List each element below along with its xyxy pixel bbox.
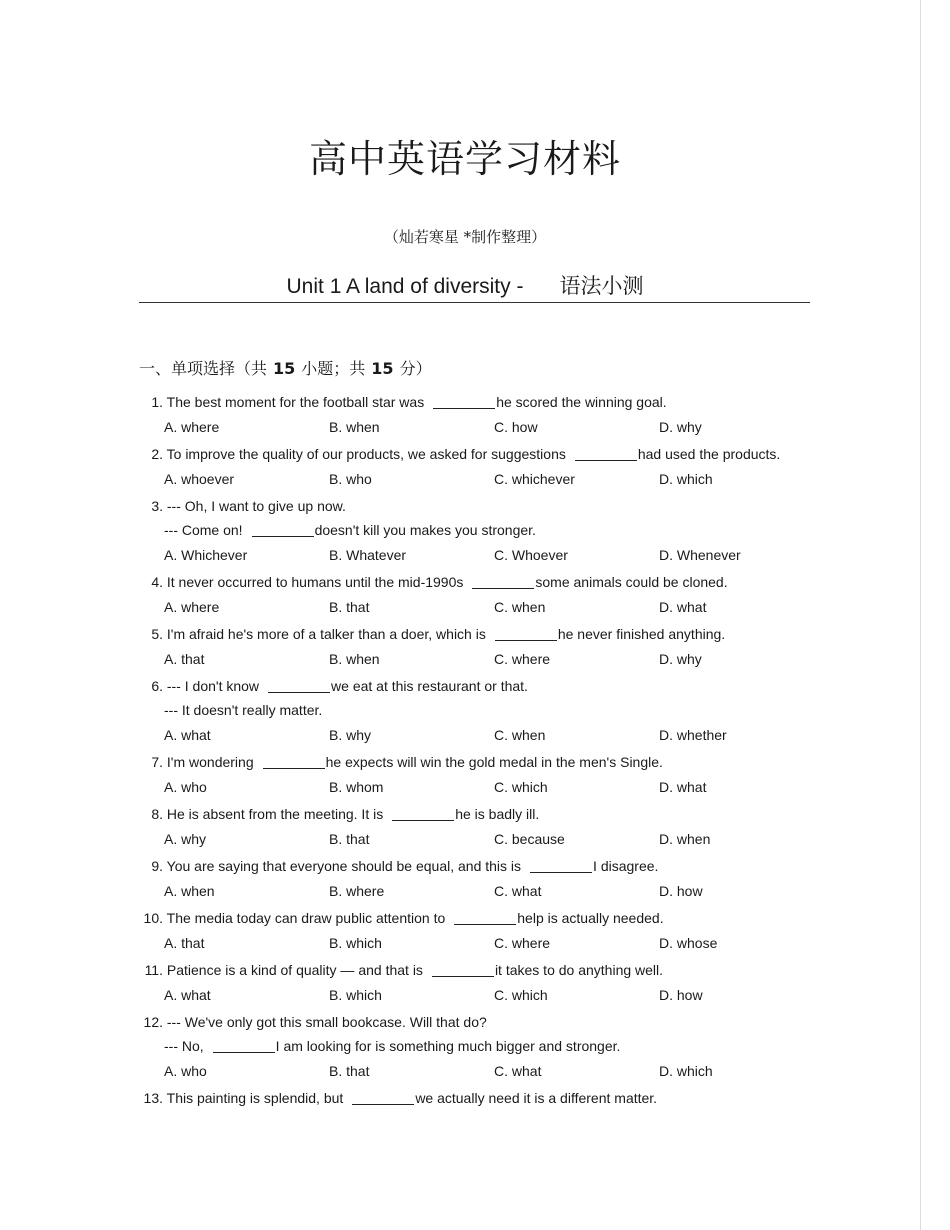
answer-blank[interactable] [263,754,325,769]
answer-options [139,648,819,672]
option-d[interactable]: D. what [659,779,707,795]
question-line [139,908,819,932]
option-b[interactable]: B. whom [329,779,384,795]
option-d[interactable]: D. what [659,599,707,615]
option-b[interactable]: B. who [329,471,372,487]
option-a[interactable]: A. who [164,1063,207,1079]
answer-options [139,880,819,904]
question-number: 5. [151,626,163,642]
option-c[interactable]: C. when [494,599,546,615]
question-number: 4. [151,574,163,590]
option-d[interactable]: D. when [659,831,711,847]
question-text: You are saying that everyone should be equal, and this is [166,858,522,874]
question-text: --- We've only got this small bookcase. Will that do? [166,1014,487,1030]
answer-options [139,468,819,492]
question-item [139,804,819,852]
answer-blank[interactable] [392,806,454,821]
question-number: 7. [151,754,163,770]
option-d[interactable]: D. how [659,883,703,899]
option-b[interactable]: B. where [329,883,385,899]
question-text: The best moment for the football star was [166,394,425,410]
option-b[interactable]: B. when [329,419,380,435]
option-c[interactable]: C. Whoever [494,547,568,563]
option-a[interactable]: A. where [164,599,220,615]
question-line [139,960,819,984]
option-d[interactable]: D. which [659,1063,713,1079]
option-b[interactable]: B. Whatever [329,547,407,563]
answer-options [139,776,819,800]
question-text: I'm afraid he's more of a talker than a doer, which is [166,626,486,642]
answer-blank[interactable] [433,394,495,409]
question-line [139,676,819,700]
option-a[interactable]: A. what [164,987,211,1003]
section-points: 15 [371,359,394,378]
question-text-after: doesn't kill you makes you stronger. [314,522,536,538]
question-number: 2. [151,446,163,462]
answer-options [139,544,819,568]
question-text: He is absent from the meeting. It is [166,806,384,822]
option-a[interactable]: A. when [164,883,215,899]
question-line [139,752,819,776]
question-number: 9. [151,858,163,874]
answer-blank[interactable] [575,446,637,461]
option-d[interactable]: D. Whenever [659,547,741,563]
question-number: 11. [144,962,163,978]
question-line [139,700,819,724]
question-line [139,1088,819,1112]
question-text-after: we eat at this restaurant or that. [331,678,528,694]
option-a[interactable]: A. what [164,727,211,743]
answer-blank[interactable] [213,1038,275,1053]
option-a[interactable]: A. who [164,779,207,795]
question-line [139,856,819,880]
question-text: --- I don't know [166,678,260,694]
question-line [139,804,819,828]
option-d[interactable]: D. whether [659,727,727,743]
option-c[interactable]: C. whichever [494,471,575,487]
section-count: 15 [273,359,296,378]
answer-options [139,828,819,852]
question-item [139,1088,819,1112]
question-text: Patience is a kind of quality — and that is [166,962,423,978]
answer-options [139,416,819,440]
option-b[interactable]: B. when [329,651,380,667]
question-text-after: it takes to do anything well. [494,962,664,978]
option-c[interactable]: C. which [494,987,548,1003]
question-item [139,444,819,492]
question-number: 12. [143,1014,163,1030]
question-item [139,960,819,1008]
question-item [139,676,819,748]
option-b[interactable]: B. that [329,831,370,847]
option-d[interactable]: D. how [659,987,703,1003]
question-list [139,392,819,1116]
answer-blank[interactable] [495,626,557,641]
question-line [139,1012,819,1036]
question-item [139,1012,819,1084]
question-line [139,624,819,648]
option-a[interactable]: A. that [164,651,205,667]
question-number: 10. [143,910,163,926]
option-a[interactable]: A. whoever [164,471,235,487]
answer-blank[interactable] [454,910,516,925]
option-d[interactable]: D. why [659,419,702,435]
question-text-after: had used the products. [637,446,781,462]
question-text: --- Oh, I want to give up now. [166,498,346,514]
option-c[interactable]: C. how [494,419,538,435]
answer-blank[interactable] [472,574,534,589]
answer-blank[interactable] [530,858,592,873]
option-c[interactable]: C. where [494,651,551,667]
section-heading [139,356,432,379]
option-d[interactable]: D. which [659,471,713,487]
unit-title-right: 语法小测 [559,275,644,298]
option-a[interactable]: A. that [164,935,205,951]
option-c[interactable]: C. what [494,1063,542,1079]
question-text-after: he is badly ill. [455,806,540,822]
question-item [139,856,819,904]
option-a[interactable]: A. where [164,419,220,435]
question-text: --- Come on! [164,522,243,538]
section-middle: 小题；共 [301,359,366,378]
option-c[interactable]: C. when [494,727,546,743]
question-item [139,572,819,620]
answer-options [139,596,819,620]
answer-blank[interactable] [252,522,314,537]
question-number: 3. [151,498,163,514]
question-item [139,752,819,800]
question-text: To improve the quality of our products, we asked for suggestions [166,446,566,462]
question-number: 8. [151,806,163,822]
question-text-after: some animals could be cloned. [535,574,728,590]
question-text-after: we actually need it is a different matter. [415,1090,658,1106]
option-b[interactable]: B. which [329,987,382,1003]
option-b[interactable]: B. why [329,727,372,743]
answer-options [139,984,819,1008]
option-d[interactable]: D. why [659,651,702,667]
answer-options [139,724,819,748]
question-number: 13. [143,1090,163,1106]
question-item [139,624,819,672]
question-item [139,908,819,956]
answer-blank[interactable] [268,678,330,693]
option-b[interactable]: B. that [329,1063,370,1079]
main-title: 高中英语学习材料 [308,137,621,181]
question-text-after: I am looking for is something much bigger and stronger. [275,1038,621,1054]
question-text-after: he scored the winning goal. [496,394,667,410]
question-line [139,572,819,596]
question-text: I'm wondering [166,754,254,770]
question-line [139,444,819,468]
section-prefix: 一、单项选择（共 [139,359,268,378]
question-item [139,496,819,568]
question-text-after: he never finished anything. [557,626,726,642]
question-line [139,1036,819,1060]
question-text: --- It doesn't really matter. [164,702,323,718]
answer-options [139,1060,819,1084]
page-edge [920,0,921,1230]
unit-title [0,270,930,300]
question-text-after: he expects will win the gold medal in the men's Single. [325,754,663,770]
option-a[interactable]: A. why [164,831,207,847]
question-text-after: help is actually needed. [517,910,664,926]
subtitle: （灿若寒星 *制作整理） [383,228,547,246]
option-c[interactable]: C. what [494,883,542,899]
question-number: 1. [151,394,163,410]
question-text: It never occurred to humans until the mid-1990s [166,574,464,590]
question-text: The media today can draw public attention to [166,910,446,926]
answer-options [139,932,819,956]
question-line [139,520,819,544]
option-c[interactable]: C. because [494,831,565,847]
option-c[interactable]: C. which [494,779,548,795]
question-line [139,392,819,416]
option-a[interactable]: A. Whichever [164,547,248,563]
question-text: This painting is splendid, but [166,1090,344,1106]
question-number: 6. [151,678,163,694]
question-text-after: I disagree. [593,858,659,874]
option-c[interactable]: C. where [494,935,551,951]
answer-blank[interactable] [432,962,494,977]
option-b[interactable]: B. which [329,935,382,951]
question-item [139,392,819,440]
unit-title-left: Unit 1 A land of diversity - [286,275,524,298]
option-d[interactable]: D. whose [659,935,718,951]
question-text: --- No, [164,1038,204,1054]
option-b[interactable]: B. that [329,599,370,615]
section-suffix: 分） [399,359,432,378]
answer-blank[interactable] [352,1090,414,1105]
title-underline [139,302,810,303]
question-line [139,496,819,520]
